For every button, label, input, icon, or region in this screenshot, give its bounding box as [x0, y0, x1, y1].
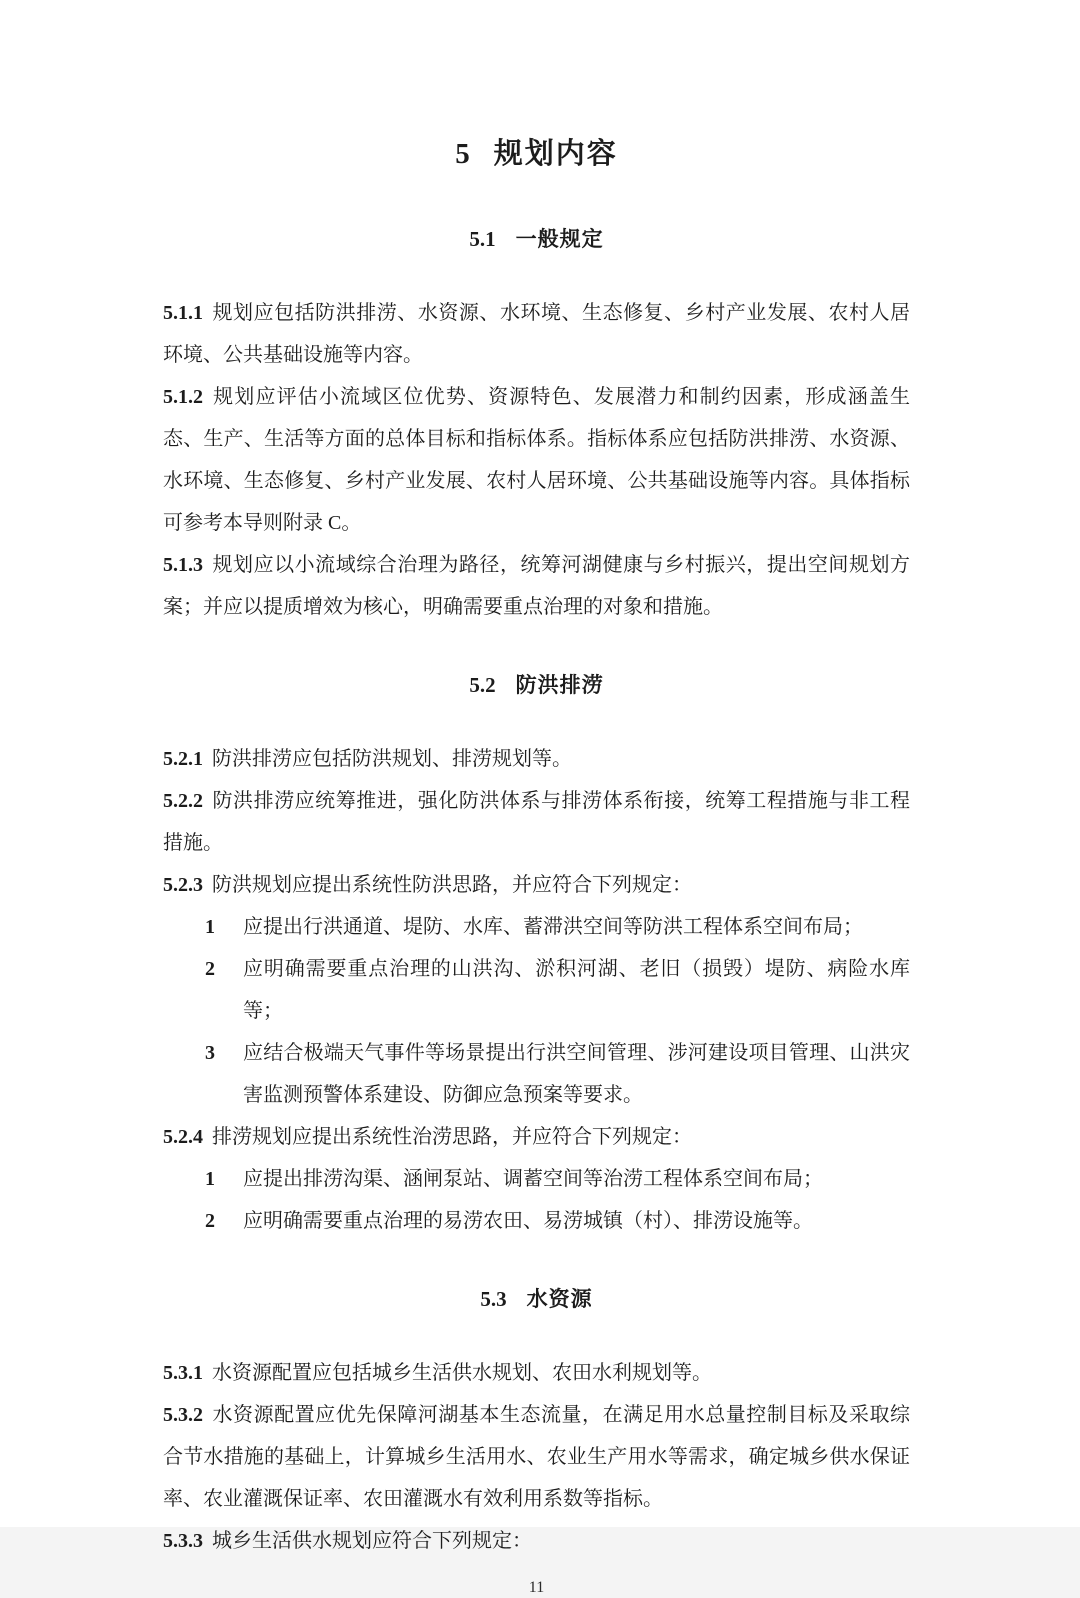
item-number: 2 — [205, 958, 215, 980]
item-text: 应提出排涝沟渠、涵闸泵站、调蓄空间等治涝工程体系空间布局； — [243, 1168, 823, 1190]
item-text: 应结合极端天气事件等场景提出行洪空间管理、涉河建设项目管理、山洪灾害监测预警体系建设、防御应急预案等要求。 — [243, 1042, 910, 1106]
list-item-5-2-3-2 — [163, 948, 910, 1032]
clause-label: 5.2.4 — [163, 1126, 203, 1148]
chapter-title — [163, 136, 910, 172]
clause-5-2-2 — [163, 780, 910, 864]
section-5-3 — [163, 1286, 910, 1562]
item-text: 应提出行洪通道、堤防、水库、蓄滞洪空间等防洪工程体系空间布局； — [243, 916, 863, 938]
clause-5-1-2 — [163, 376, 910, 544]
clause-text: 规划应包括防洪排涝、水资源、水环境、生态修复、乡村产业发展、农村人居环境、公共基础设施等内容。 — [163, 302, 910, 366]
section-5-3-heading — [163, 1286, 910, 1312]
section-title: 防洪排涝 — [515, 673, 604, 697]
clause-text: 规划应以小流域综合治理为路径，统筹河湖健康与乡村振兴，提出空间规划方案；并应以提质增效为核心，明确需要重点治理的对象和措施。 — [163, 554, 910, 618]
item-number: 1 — [205, 916, 215, 938]
list-item-5-2-4-1 — [163, 1158, 910, 1200]
section-5-1 — [163, 226, 910, 628]
clause-text: 排涝规划应提出系统性治涝思路，并应符合下列规定： — [212, 1126, 692, 1148]
clause-5-2-1 — [163, 738, 910, 780]
item-text: 应明确需要重点治理的山洪沟、淤积河湖、老旧（损毁）堤防、病险水库等； — [243, 958, 910, 1022]
clause-label: 5.2.3 — [163, 874, 203, 896]
clause-label: 5.3.3 — [163, 1530, 203, 1552]
section-5-1-heading — [163, 226, 910, 252]
page-number: 11 — [528, 1579, 545, 1596]
item-text: 应明确需要重点治理的易涝农田、易涝城镇（村）、排涝设施等。 — [243, 1210, 813, 1232]
clause-label: 5.2.2 — [163, 790, 203, 812]
clause-text: 防洪规划应提出系统性防洪思路，并应符合下列规定： — [212, 874, 692, 896]
chapter-name: 规划内容 — [493, 138, 618, 170]
clause-label: 5.3.2 — [163, 1404, 203, 1426]
clause-label: 5.1.1 — [163, 302, 203, 324]
clause-5-3-1 — [163, 1352, 910, 1394]
clause-text: 防洪排涝应包括防洪规划、排涝规划等。 — [212, 748, 572, 770]
section-number: 5.1 — [469, 227, 496, 251]
clause-5-3-2 — [163, 1394, 910, 1520]
section-number: 5.2 — [469, 673, 496, 697]
list-item-5-2-4-2 — [163, 1200, 910, 1242]
item-number: 1 — [205, 1168, 215, 1190]
clause-5-1-3 — [163, 544, 910, 628]
clause-label: 5.2.1 — [163, 748, 203, 770]
list-item-5-2-3-1 — [163, 906, 910, 948]
clause-text: 水资源配置应包括城乡生活供水规划、农田水利规划等。 — [212, 1362, 712, 1384]
clause-label: 5.1.2 — [163, 386, 203, 408]
clause-text: 城乡生活供水规划应符合下列规定： — [212, 1530, 532, 1552]
section-5-2 — [163, 672, 910, 1242]
clause-label: 5.1.3 — [163, 554, 203, 576]
clause-5-3-3 — [163, 1520, 910, 1562]
clause-text: 防洪排涝应统筹推进，强化防洪体系与排涝体系衔接，统筹工程措施与非工程措施。 — [163, 790, 910, 854]
section-5-2-heading — [163, 672, 910, 698]
clause-label: 5.3.1 — [163, 1362, 203, 1384]
clause-text: 水资源配置应优先保障河湖基本生态流量，在满足用水总量控制目标及采取综合节水措施的基础上，计算城乡生活用水、农业生产用水等需求，确定城乡供水保证率、农业灌溉保证率、农田灌溉水有效利用系数等指标。 — [163, 1404, 910, 1510]
clause-5-2-3 — [163, 864, 910, 906]
clause-5-1-1 — [163, 292, 910, 376]
list-item-5-2-3-3 — [163, 1032, 910, 1116]
clause-text: 规划应评估小流域区位优势、资源特色、发展潜力和制约因素，形成涵盖生态、生产、生活等方面的总体目标和指标体系。指标体系应包括防洪排涝、水资源、水环境、生态修复、乡村产业发展、农村人居环境、公共基础设施等内容。具体指标可参考本导则附录 C。 — [163, 386, 910, 534]
section-title: 一般规定 — [515, 227, 604, 251]
section-title: 水资源 — [526, 1287, 593, 1311]
clause-5-2-4 — [163, 1116, 910, 1158]
item-number: 2 — [205, 1210, 215, 1232]
chapter-number: 5 — [455, 138, 470, 170]
item-number: 3 — [205, 1042, 215, 1064]
section-number: 5.3 — [480, 1287, 507, 1311]
